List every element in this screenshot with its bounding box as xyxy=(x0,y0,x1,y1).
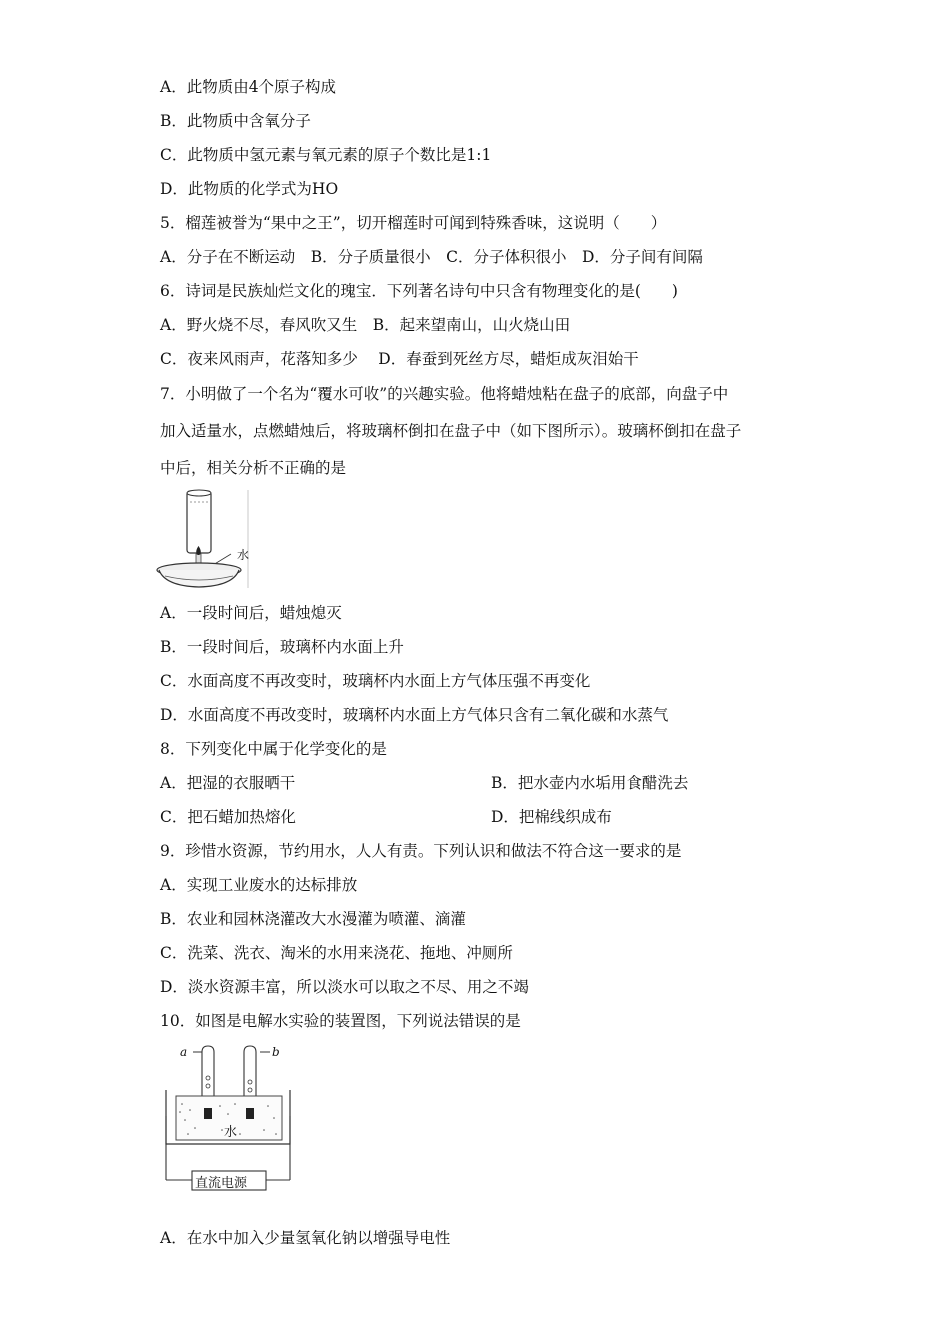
q9-option-a: A．实现工业废水的达标排放 xyxy=(160,876,358,894)
q6-stem: 6．诗词是民族灿烂文化的瑰宝．下列著名诗句中只含有物理变化的是( ) xyxy=(160,282,678,300)
q8-option-a: A．把湿的衣服晒干 xyxy=(160,774,296,792)
q6-options-line1: A．野火烧不尽，春风吹又生 B．起来望南山，山火烧山田 xyxy=(160,316,571,334)
q7-stem-line3: 中后，相关分析不正确的是 xyxy=(160,459,347,477)
q5-stem: 5．榴莲被誉为“果中之王”，切开榴莲时可闻到特殊香味，这说明（ ） xyxy=(160,214,667,232)
q9-option-c: C．洗菜、洗衣、淘米的水用来浇花、拖地、冲厕所 xyxy=(160,944,513,962)
q10-label-b: b xyxy=(272,1045,280,1059)
q10-stem: 10．如图是电解水实验的装置图，下列说法错误的是 xyxy=(160,1012,521,1030)
q9-option-b: B．农业和园林浇灌改大水漫灌为喷灌、滴灌 xyxy=(160,910,466,928)
q4-option-a: A．此物质由4个原子构成 xyxy=(160,78,337,96)
q5-options: A．分子在不断运动 B．分子质量很小 C．分子体积很小 D．分子间有间隔 xyxy=(160,248,703,266)
q10-option-a: A．在水中加入少量氢氧化钠以增强导电性 xyxy=(160,1229,451,1247)
q10-label-a: a xyxy=(180,1045,188,1059)
q8-option-b: B．把水壶内水垢用食醋洗去 xyxy=(491,774,689,792)
q7-candle-figure xyxy=(155,488,255,594)
q6-options-line2: C．夜来风雨声，花落知多少 D．春蚕到死丝方尽，蜡炬成灰泪始干 xyxy=(160,350,639,368)
q7-stem-line2: 加入适量水，点燃蜡烛后，将玻璃杯倒扣在盘子中（如下图所示）。玻璃杯倒扣在盘子 xyxy=(160,422,742,440)
q8-option-d: D．把棉线织成布 xyxy=(491,808,612,826)
q4-option-d: D．此物质的化学式为HO xyxy=(160,180,339,198)
q10-power-label: 直流电源 xyxy=(195,1176,248,1191)
q7-option-b: B．一段时间后，玻璃杯内水面上升 xyxy=(160,638,404,656)
q7-option-a: A．一段时间后，蜡烛熄灭 xyxy=(160,604,342,622)
q9-option-d: D．淡水资源丰富，所以淡水可以取之不尽、用之不竭 xyxy=(160,978,529,996)
q4-option-c: C．此物质中氢元素与氧元素的原子个数比是1:1 xyxy=(160,146,492,164)
q7-stem-line1: 7．小明做了一个名为“覆水可收”的兴趣实验。他将蜡烛粘在盘子的底部，向盘子中 xyxy=(160,385,729,403)
q9-stem: 9．珍惜水资源，节约用水，人人有责。下列认识和做法不符合这一要求的是 xyxy=(160,842,682,860)
q10-water-label: 水 xyxy=(224,1125,238,1140)
q8-option-c: C．把石蜡加热熔化 xyxy=(160,808,296,826)
q8-stem: 8．下列变化中属于化学变化的是 xyxy=(160,740,387,758)
q7-option-d: D．水面高度不再改变时，玻璃杯内水面上方气体只含有二氧化碳和水蒸气 xyxy=(160,706,669,724)
q7-option-c: C．水面高度不再改变时，玻璃杯内水面上方气体压强不再变化 xyxy=(160,672,591,690)
q7-water-label: 水 xyxy=(237,548,250,562)
q4-option-b: B．此物质中含氧分子 xyxy=(160,112,311,130)
